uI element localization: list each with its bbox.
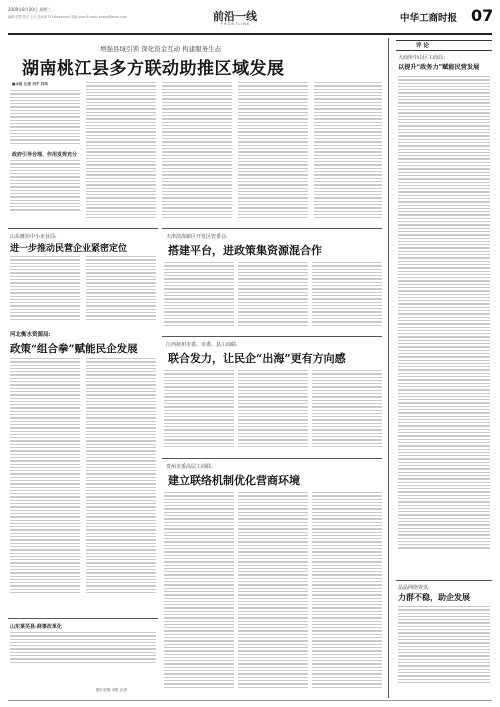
story3-body-col-1 [10, 358, 80, 614]
sidebar-section-label [396, 40, 492, 51]
paper-name: 中华工商时报 [400, 13, 458, 24]
section-title: 前沿一线 [213, 10, 257, 23]
bottom-left-kicker: 山东莱芜县:商事改革化 [10, 624, 62, 630]
masthead-rule [8, 33, 492, 35]
sidebar-section-label-text: 评 论 [416, 43, 429, 49]
lead-title: 湖南桃江县多方联动助推区域发展 [22, 59, 285, 79]
story4-title: 搭建平台，进政策集资源混合作 [168, 244, 322, 257]
sidebar-section2-kicker: 晶晶网络资讯: [398, 585, 430, 591]
page-number: 07 [471, 6, 494, 25]
bottom-left-credit: 图片说明 本报 记者 [96, 688, 128, 692]
lead-body-col-4 [238, 82, 308, 222]
story4-top-rule [162, 228, 382, 229]
sidebar-kicker: 大商所中山区工商局： [398, 55, 449, 61]
story4-body-col-1 [164, 262, 234, 332]
lead-body-col-1b [10, 160, 80, 220]
story2-kicker: 山东潍坊中小企业局: [10, 234, 57, 240]
story6-title: 建立联络机制优化营商环境 [168, 474, 300, 487]
story2-end-note: 河北衡水资源局: [10, 332, 51, 338]
story5-title: 联合发力，让民企“出海”更有方向感 [168, 352, 346, 365]
lead-byline: ■本报 记者 刘宇 苏伟 [12, 82, 48, 86]
sidebar-section2-body [398, 606, 490, 694]
story6-body-col-1 [164, 492, 234, 692]
sidebar-divider [388, 38, 389, 698]
story3-title: 政策“组合拳”赋能民企发展 [10, 343, 138, 355]
story5-body-col-1 [164, 370, 234, 452]
bottom-left-top-rule [8, 618, 158, 619]
sidebar-section2-title: 力群不稳，助企发展 [398, 592, 470, 602]
lead-kicker: 增强县域引领 深化资金互动 构建服务生态 [100, 45, 222, 53]
lead-body-col-2 [86, 82, 156, 222]
story4-kicker: 天津滨海新区开发区管委会: [166, 234, 228, 240]
story2-title: 进一步推动民营企业紧密定位 [10, 244, 128, 254]
bottom-rule [8, 700, 492, 701]
date-line: 2009年8月20日 星期三 [8, 7, 52, 12]
lead-body-col-5 [314, 82, 382, 222]
lead-section1-subhead: 政府引导合理、作用发挥充分 [12, 152, 78, 158]
story6-body-col-2 [238, 492, 308, 692]
lead-body-col-3 [162, 82, 232, 222]
story4-body-col-3 [312, 262, 382, 332]
sidebar-section2-rule [396, 580, 492, 581]
story5-body-col-2 [238, 370, 308, 452]
section-title-en: FRONTLINE [221, 22, 251, 26]
sidebar-title: 以提升“政务力”赋能民营发展 [398, 64, 480, 71]
masthead-info-line: 编辑 张智 校对 王红 电话(0731)8xxxxxxx 美编 xxxx E-mail: xxxxx@xxxx.com [8, 15, 127, 19]
lead-body-col-1 [10, 90, 80, 150]
story5-top-rule [162, 336, 382, 337]
story6-top-rule [162, 458, 382, 459]
story3-body-col-2 [86, 358, 156, 614]
story5-kicker: 江西抚州市委、市委、县工商联: [166, 342, 238, 348]
bottom-left-body [10, 632, 156, 670]
story6-kicker: 贵州市委高层工商联: [166, 464, 213, 470]
story5-body-col-3 [312, 370, 382, 452]
story2-body-col-2 [86, 256, 156, 326]
story2-body-col-1 [10, 256, 80, 326]
sidebar-body [398, 76, 490, 576]
masthead [8, 6, 492, 32]
story2-top-rule [8, 228, 158, 229]
story4-body-col-2 [238, 262, 308, 332]
story6-body-col-3 [312, 492, 382, 692]
